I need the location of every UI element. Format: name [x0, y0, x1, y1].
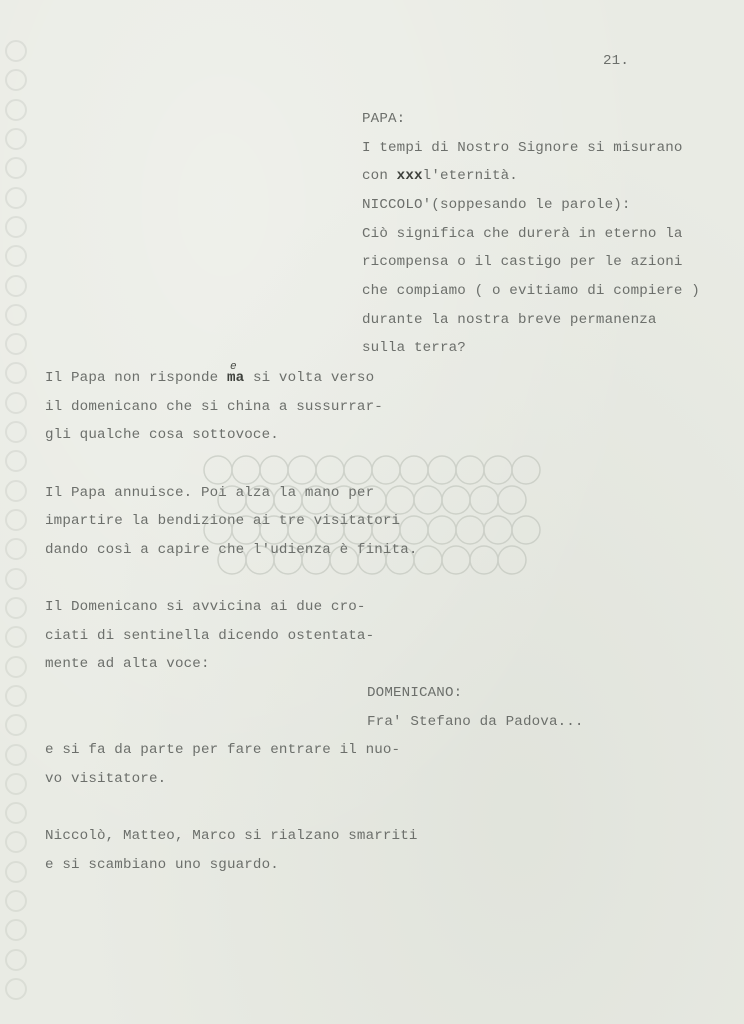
- dialogue-line: ricompensa o il castigo per le azioni: [362, 254, 683, 270]
- action-line: Il Papa annuisce. Poi alza la mano per: [45, 485, 375, 501]
- action-line: impartire la bendizione ai tre visitatori: [45, 513, 401, 529]
- action-text: Il Papa non risponde: [45, 370, 227, 386]
- action-line: vo visitatore.: [45, 771, 167, 787]
- speaker-domenicano: DOMENICANO:: [367, 685, 463, 701]
- speaker-papa: PAPA:: [362, 111, 406, 127]
- struck-out-text: xxx: [396, 168, 423, 184]
- dialogue-line: durante la nostra breve permanenza: [362, 312, 657, 328]
- action-line: e si fa da parte per fare entrare il nuo-: [45, 742, 401, 758]
- action-line: [45, 361, 375, 387]
- dialogue-line: [362, 167, 518, 185]
- correction-text: e: [229, 361, 237, 373]
- action-line: ciati di sentinella dicendo ostentata-: [45, 628, 375, 644]
- dialogue-line: Fra' Stefano da Padova...: [367, 714, 584, 730]
- action-line: dando così a capire che l'udienza è finita.: [45, 542, 418, 558]
- action-line: gli qualche cosa sottovoce.: [45, 427, 279, 443]
- handwritten-correction: [226, 361, 245, 387]
- action-line: e si scambiano uno sguardo.: [45, 857, 279, 873]
- dialogue-line: Ciò significa che durerà in eterno la: [362, 226, 683, 242]
- page-number: 21.: [603, 53, 629, 69]
- action-text: si volta verso: [244, 370, 375, 386]
- dialogue-text: l'eternità.: [422, 168, 518, 184]
- action-line: Il Domenicano si avvicina ai due cro-: [45, 599, 366, 615]
- dialogue-line: I tempi di Nostro Signore si misurano: [362, 140, 683, 156]
- edge-watermark-strip: [4, 40, 28, 1000]
- dialogue-line: sulla terra?: [362, 340, 466, 356]
- dialogue-text: con: [362, 168, 397, 184]
- action-line: Niccolò, Matteo, Marco si rialzano smarriti: [45, 828, 418, 844]
- speaker-niccolo: NICCOLO'(soppesando le parole):: [362, 197, 631, 213]
- action-line: mente ad alta voce:: [45, 656, 210, 672]
- action-line: il domenicano che si china a sussurrar-: [45, 399, 383, 415]
- struck-out-text: ma: [226, 370, 245, 386]
- dialogue-line: che compiamo ( o evitiamo di compiere ): [362, 283, 700, 299]
